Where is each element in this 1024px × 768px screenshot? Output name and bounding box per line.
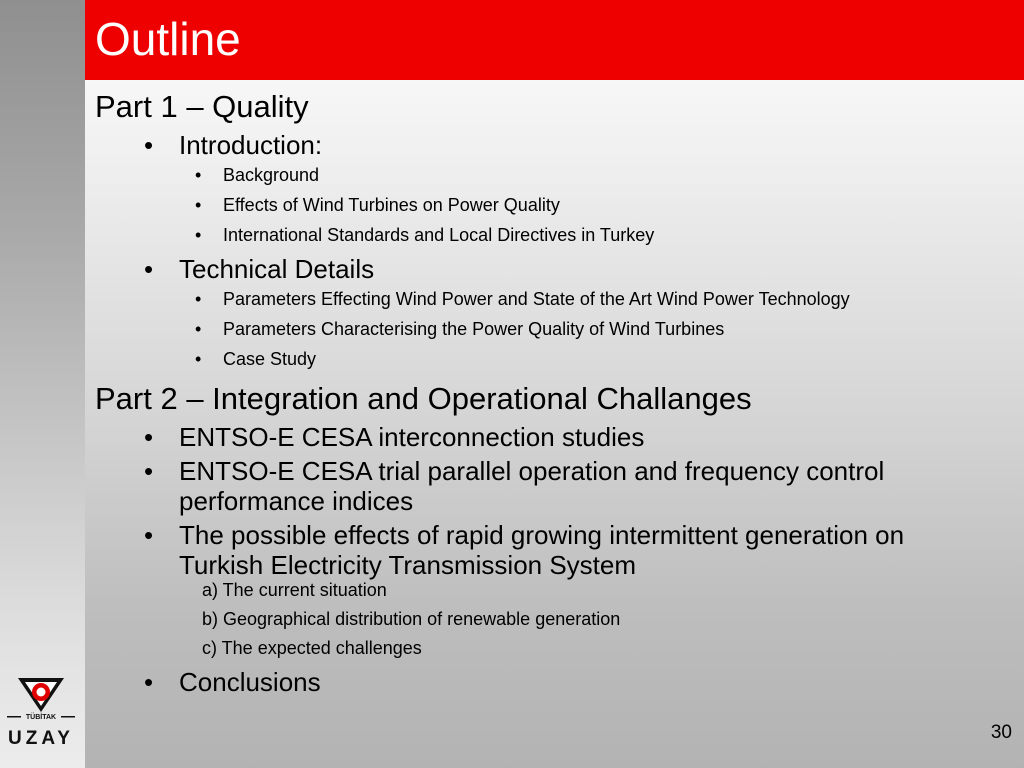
left-strip [0,0,85,768]
list-item: • The possible effects of rapid growing intermittent generation on Turkish Electricity Transmission System [95,520,995,580]
list-item: • Background [95,160,995,190]
list-item: • Introduction: [95,130,995,160]
list-item: • Technical Details [95,254,995,284]
part2-list [95,422,995,697]
list-item: • International Standards and Local Directives in Turkey [95,220,995,250]
slide-title: Outline [95,13,241,65]
list-item: • Case Study [95,344,995,374]
list-item: a) The current situation [202,580,387,600]
logo-small-text: TÜBİTAK [25,714,57,721]
part2-heading: Part 2 – Integration and Operational Challanges [95,381,752,416]
part1-heading: Part 1 – Quality [95,89,309,124]
logo-large-text: UZAY [8,728,74,749]
list-item: • ENTSO-E CESA trial parallel operation and frequency control performance indices [95,456,995,516]
list-item: • Parameters Characterising the Power Quality of Wind Turbines [95,314,995,344]
list-item: • Effects of Wind Turbines on Power Quality [95,190,995,220]
list-item: c) The expected challenges [202,638,422,658]
outline-content [95,88,995,697]
part1-list [95,130,995,374]
tubitak-uzay-logo [5,672,77,754]
list-item: • Conclusions [95,667,995,697]
list-item: • ENTSO-E CESA interconnection studies [95,422,995,452]
list-item: • Parameters Effecting Wind Power and State of the Art Wind Power Technology [95,284,995,314]
list-item: b) Geographical distribution of renewable generation [202,609,621,629]
page-number: 30 [990,722,1012,743]
